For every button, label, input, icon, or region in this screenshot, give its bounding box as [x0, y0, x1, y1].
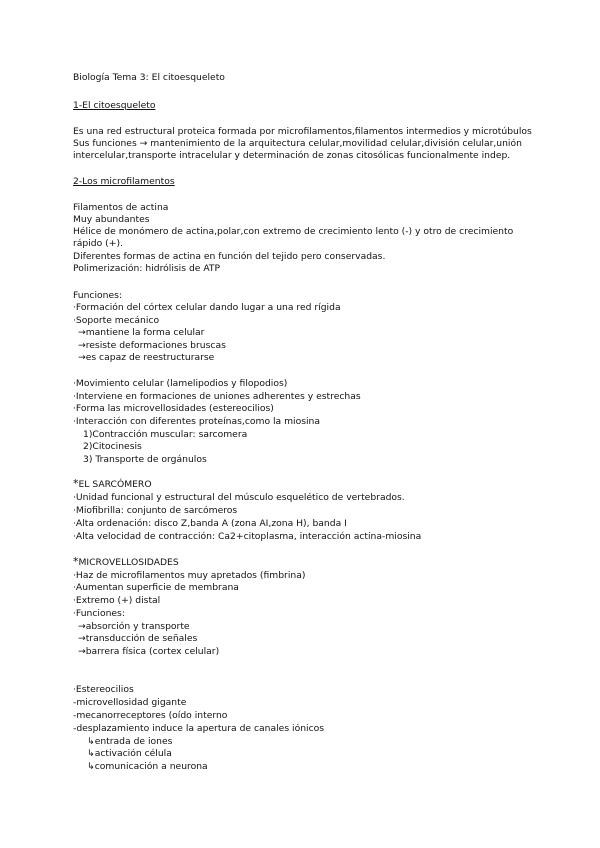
asterisk-mark: *: [73, 477, 79, 490]
sarcomero-line: ·Miofibrilla: conjunto de sarcómeros: [73, 505, 238, 516]
estereocilios-line: ·Estereocilios: [73, 684, 134, 695]
intro-line: rápido (+).: [73, 238, 123, 249]
intro-line: Filamentos de actina: [73, 202, 169, 213]
sarcomero-line: ·Alta velocidad de contracción: Ca2+citoplasma, interacción actina-miosina: [73, 531, 422, 542]
microvellosidades-line: ·Aumentan superficie de membrana: [73, 582, 239, 593]
sarcomero-title: EL SARCÓMERO: [78, 479, 152, 490]
movimiento-line: ·Interviene en formaciones de uniones adherentes y estrechas: [73, 391, 361, 402]
funciones-line: Funciones:: [73, 290, 123, 301]
section-1-text-line: Es una red estructural proteica formada por microfilamentos,filamentos intermedios y microtúbulos: [73, 126, 532, 137]
movimiento-line: 2)Citocinesis: [83, 441, 142, 452]
movimiento-line: ·Movimiento celular (lamelipodios y filopodios): [73, 378, 288, 389]
movimiento-line: ·Interacción con diferentes proteínas,como la miosina: [73, 416, 321, 427]
microvellosidades-line: →barrera física (cortex celular): [78, 646, 220, 657]
page-title: Biología Tema 3: El citoesqueleto: [73, 72, 225, 83]
estereocilios-line: ↳entrada de iones: [87, 736, 173, 747]
microvellosidades-line: →transducción de señales: [78, 633, 198, 644]
sarcomero-line: ·Alta ordenación: disco Z,banda A (zona AI,zona H), banda I: [73, 518, 347, 529]
intro-line: Hélice de monómero de actina,polar,con extremo de crecimiento lento (-) y otro de crecimiento: [73, 226, 514, 237]
movimiento-line: 1)Contracción muscular: sarcomera: [83, 429, 248, 440]
estereocilios-line: -desplazamiento induce la apertura de canales iónicos: [73, 723, 325, 734]
microvellosidades-line: ·Funciones:: [73, 608, 125, 619]
section-2-heading: 2-Los microfilamentos: [73, 176, 175, 187]
funciones-line: →es capaz de reestructurarse: [78, 352, 215, 363]
section-1-text-line: Sus funciones → mantenimiento de la arquitectura celular,movilidad celular,división celular,unión: [73, 138, 522, 149]
section-1-heading: 1-El citoesqueleto: [73, 100, 156, 111]
microvellosidades-line: ·Haz de microfilamentos muy apretados (fimbrina): [73, 570, 306, 581]
sarcomero-line: ·Unidad funcional y estructural del músculo esquelético de vertebrados.: [73, 492, 405, 503]
movimiento-line: 3) Transporte de orgánulos: [83, 454, 207, 465]
microvellosidades-line: ·Extremo (+) distal: [73, 595, 161, 606]
funciones-line: →mantiene la forma celular: [78, 327, 205, 338]
sarcomero-heading: [73, 478, 152, 492]
intro-line: Polimerización: hidrólisis de ATP: [73, 263, 221, 274]
section-1-text-line: intercelular,transporte intracelular y determinación de zonas citosólicas funcionalmente indep.: [73, 150, 511, 161]
microvellosidades-line: →absorción y transporte: [78, 621, 190, 632]
funciones-line: ·Soporte mecánico: [73, 315, 160, 326]
estereocilios-line: ↳comunicación a neurona: [87, 761, 208, 772]
funciones-line: →resiste deformaciones bruscas: [78, 340, 226, 351]
estereocilios-line: -mecanorreceptores (oído interno: [73, 710, 228, 721]
estereocilios-line: ↳activación célula: [87, 748, 172, 759]
intro-line: Diferentes formas de actina en función del tejido pero conservadas.: [73, 251, 386, 262]
asterisk-mark: *: [73, 555, 79, 568]
funciones-line: ·Formación del córtex celular dando lugar a una red rígida: [73, 302, 341, 313]
movimiento-line: ·Forma las microvellosidades (estereocilios): [73, 403, 274, 414]
estereocilios-line: -microvellosidad gigante: [73, 697, 187, 708]
microvellosidades-heading: [73, 556, 179, 570]
microvellosidades-title: MICROVELLOSIDADES: [78, 557, 179, 568]
intro-line: Muy abundantes: [73, 214, 150, 225]
